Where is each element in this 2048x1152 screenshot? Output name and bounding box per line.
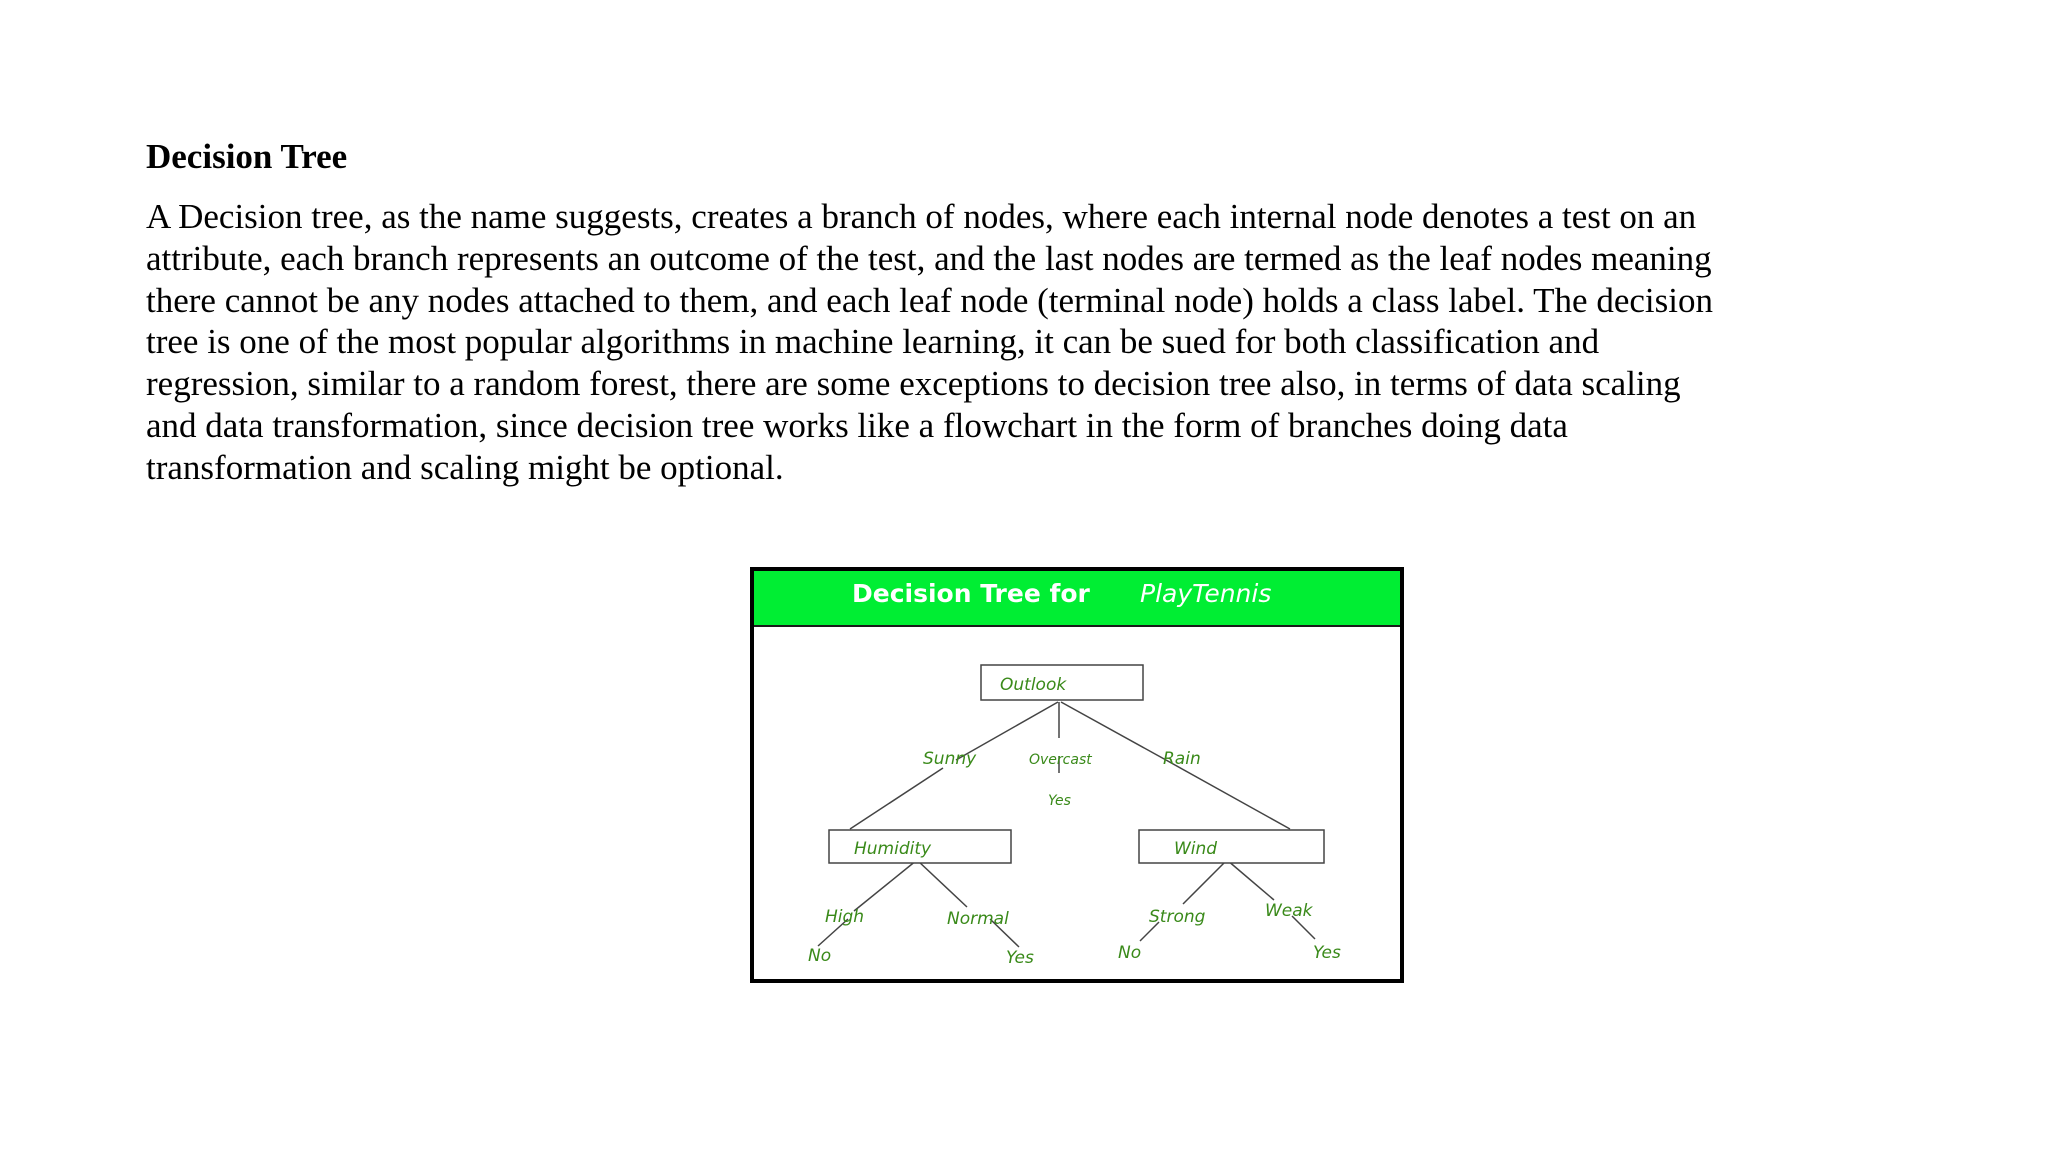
paragraph-line: A Decision tree, as the name suggests, creates a branch of nodes, where each internal node denotes a test on an [146,197,1697,236]
leaf-high-no: No [808,946,832,966]
edge-humidity-normal [917,860,967,907]
leaf-weak-yes: Yes [1313,943,1341,963]
leaf-strong-no: No [1118,943,1142,963]
branch-weak-label: Weak [1265,901,1313,921]
branch-sunny-label: Sunny [923,749,977,769]
node-wind-label: Wind [1174,839,1218,859]
paragraph-line: tree is one of the most popular algorithms in machine learning, it can be sued for both classification and [146,322,1600,362]
paragraph-line: and data transformation, since decision tree works like a flowchart in the form of branches doing data [146,405,1568,445]
edge-wind-weak [1227,860,1274,900]
figure-title-italic: PlayTennis [1140,579,1272,608]
branch-high-label: High [825,907,865,927]
paragraph-line: attribute, each branch represents an outcome of the test, and the last nodes are termed as the leaf nodes meaning [146,238,1712,278]
branch-normal-label: Normal [947,909,1009,929]
decision-tree-figure [750,567,1404,983]
branch-overcast-label: Overcast [1029,752,1092,768]
paragraph-line: regression, similar to a random forest, there are some exceptions to decision tree also, in terms of data scaling [146,364,1681,404]
figure-title: Decision Tree for [852,579,1090,608]
edge-sunny-humidity [850,768,943,829]
node-humidity-label: Humidity [854,839,932,859]
document-paragraph [146,196,1946,489]
edge-wind-strong [1183,860,1227,904]
leaf-overcast-yes: Yes [1048,793,1071,809]
decision-tree-diagram [754,571,1400,979]
edge-rain-wind [1166,760,1290,829]
paragraph-line: transformation and scaling might be optional. [146,447,784,487]
paragraph-line: there cannot be any nodes attached to them, and each leaf node (terminal node) holds a class label. The decision [146,280,1713,320]
node-outlook-label: Outlook [1000,675,1067,695]
branch-strong-label: Strong [1149,907,1206,927]
document-heading: Decision Tree [146,137,348,176]
edge-humidity-high [854,860,917,911]
node-wind-box [1139,830,1324,863]
branch-rain-label: Rain [1163,749,1201,769]
leaf-normal-yes: Yes [1006,948,1034,968]
